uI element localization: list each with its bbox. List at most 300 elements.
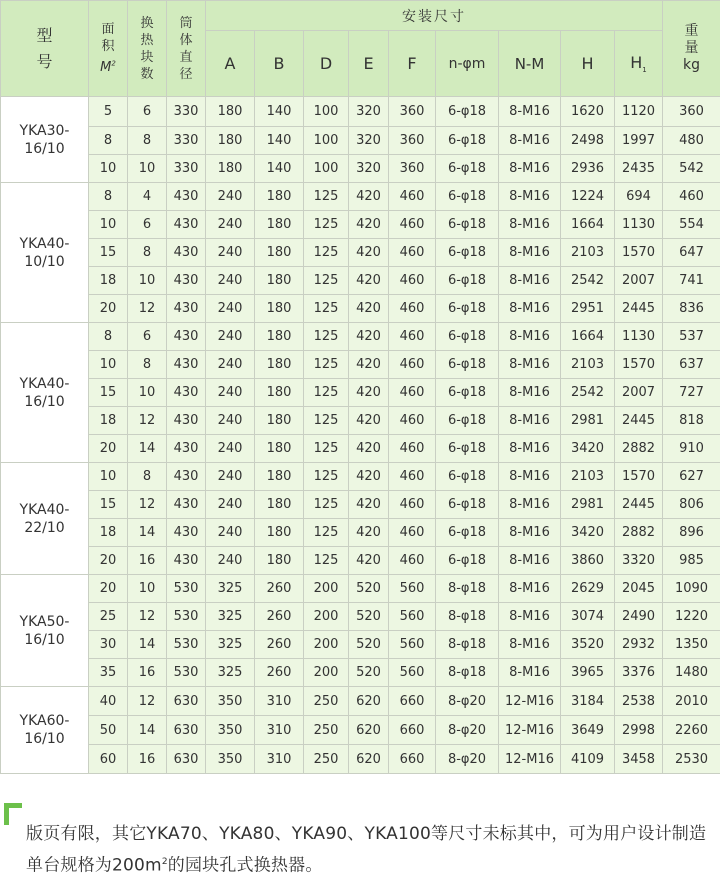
table-cell: 3074	[561, 603, 615, 631]
table-cell: 8-φ20	[436, 745, 499, 774]
table-row	[1, 211, 720, 239]
table-cell: 8-M16	[499, 155, 561, 183]
table-cell: 240	[206, 323, 255, 351]
table-cell: 6	[128, 97, 167, 127]
table-cell: 6-φ18	[436, 491, 499, 519]
table-cell: 420	[349, 211, 389, 239]
table-cell: 627	[663, 463, 720, 491]
table-cell: 8-M16	[499, 295, 561, 323]
table-cell: 1220	[663, 603, 720, 631]
table-cell: 8-M16	[499, 351, 561, 379]
table-cell: 180	[255, 295, 304, 323]
table-cell: 35	[89, 659, 128, 687]
table-cell: 6-φ18	[436, 351, 499, 379]
table-cell: 8-φ20	[436, 687, 499, 716]
table-cell: 6-φ18	[436, 211, 499, 239]
table-row	[1, 351, 720, 379]
table-cell: 460	[389, 267, 436, 295]
table-cell: 1664	[561, 211, 615, 239]
table-cell: 2260	[663, 716, 720, 745]
table-cell: 1570	[615, 239, 663, 267]
table-cell: 420	[349, 547, 389, 575]
table-cell: 180	[255, 519, 304, 547]
table-cell: 250	[304, 745, 349, 774]
table-cell: 430	[167, 239, 206, 267]
note-corner-mark	[4, 803, 24, 825]
table-cell: 2538	[615, 687, 663, 716]
header-area-label: 面 积	[101, 22, 115, 55]
table-cell: 2542	[561, 379, 615, 407]
table-cell: 5	[89, 97, 128, 127]
table-cell: 910	[663, 435, 720, 463]
table-row	[1, 659, 720, 687]
table-cell: 647	[663, 239, 720, 267]
table-cell: 6-φ18	[436, 155, 499, 183]
header-model-label: 型 号	[36, 25, 53, 71]
table-cell: 430	[167, 211, 206, 239]
table-cell: 460	[389, 379, 436, 407]
table-cell: 6-φ18	[436, 519, 499, 547]
header-col-f: F	[389, 31, 436, 97]
table-cell: 8	[128, 463, 167, 491]
table-cell: 660	[389, 687, 436, 716]
footnote: 版页有限，其它YKA70、YKA80、YKA90、YKA100等尺寸未标其中，可为用户设计制造单台规格为$200m^2$的园块孔式换热器。	[26, 824, 707, 876]
table-cell: 2045	[615, 575, 663, 603]
model-cell: YKA60- 16/10	[1, 687, 89, 774]
table-cell: 660	[389, 716, 436, 745]
table-cell: 8-M16	[499, 323, 561, 351]
table-cell: 985	[663, 547, 720, 575]
table-cell: 520	[349, 575, 389, 603]
table-cell: 325	[206, 575, 255, 603]
table-cell: 3520	[561, 631, 615, 659]
table-cell: 180	[255, 463, 304, 491]
header-diameter	[167, 1, 206, 97]
table-row	[1, 603, 720, 631]
table-cell: 360	[389, 127, 436, 155]
table-cell: 180	[255, 379, 304, 407]
table-cell: 10	[128, 379, 167, 407]
table-cell: 430	[167, 379, 206, 407]
table-cell: 6-φ18	[436, 407, 499, 435]
table-cell: 14	[128, 631, 167, 659]
table-cell: 460	[389, 463, 436, 491]
table-cell: 1130	[615, 211, 663, 239]
table-cell: 125	[304, 323, 349, 351]
table-row	[1, 547, 720, 575]
table-cell: 1120	[615, 97, 663, 127]
table-cell: 420	[349, 435, 389, 463]
table-cell: 18	[89, 519, 128, 547]
table-cell: 2007	[615, 379, 663, 407]
table-cell: 420	[349, 519, 389, 547]
table-cell: 560	[389, 659, 436, 687]
table-cell: 420	[349, 239, 389, 267]
table-cell: 360	[389, 155, 436, 183]
table-row	[1, 267, 720, 295]
table-row	[1, 463, 720, 491]
table-cell: 310	[255, 745, 304, 774]
table-cell: 100	[304, 127, 349, 155]
table-cell: 1570	[615, 463, 663, 491]
table-cell: 325	[206, 659, 255, 687]
table-cell: 3458	[615, 745, 663, 774]
table-cell: 200	[304, 603, 349, 631]
table-cell: 537	[663, 323, 720, 351]
table-cell: 430	[167, 267, 206, 295]
table-cell: 240	[206, 183, 255, 211]
table-cell: 250	[304, 687, 349, 716]
table-cell: 8-M16	[499, 491, 561, 519]
table-cell: 350	[206, 716, 255, 745]
table-cell: 180	[255, 491, 304, 519]
table-row	[1, 323, 720, 351]
table-cell: 420	[349, 491, 389, 519]
table-cell: 694	[615, 183, 663, 211]
table-cell: 460	[389, 491, 436, 519]
table-cell: 8-M16	[499, 631, 561, 659]
table-cell: 8	[89, 183, 128, 211]
header-col-h: H	[561, 31, 615, 97]
table-header	[1, 1, 720, 97]
table-cell: 125	[304, 407, 349, 435]
table-cell: 310	[255, 687, 304, 716]
table-cell: 2435	[615, 155, 663, 183]
table-cell: 2103	[561, 463, 615, 491]
table-cell: 30	[89, 631, 128, 659]
table-cell: 2998	[615, 716, 663, 745]
table-cell: 8	[128, 239, 167, 267]
table-cell: 320	[349, 127, 389, 155]
header-col-a: A	[206, 31, 255, 97]
header-area-unit: $M^2$	[100, 59, 116, 75]
table-cell: 6-φ18	[436, 295, 499, 323]
table-cell: 430	[167, 491, 206, 519]
table-cell: 542	[663, 155, 720, 183]
table-cell: 630	[167, 687, 206, 716]
table-cell: 180	[255, 239, 304, 267]
table-cell: 250	[304, 716, 349, 745]
table-cell: 180	[206, 155, 255, 183]
header-model	[1, 1, 89, 97]
table-cell: 330	[167, 97, 206, 127]
header-area	[89, 1, 128, 97]
table-cell: 1997	[615, 127, 663, 155]
table-cell: 8	[89, 127, 128, 155]
table-cell: 8-M16	[499, 239, 561, 267]
table-cell: 430	[167, 183, 206, 211]
table-cell: 3420	[561, 519, 615, 547]
table-cell: 240	[206, 463, 255, 491]
table-cell: 140	[255, 127, 304, 155]
table-cell: 3649	[561, 716, 615, 745]
table-cell: 2542	[561, 267, 615, 295]
table-cell: 530	[167, 631, 206, 659]
table-cell: 350	[206, 687, 255, 716]
table-cell: 1350	[663, 631, 720, 659]
model-cell: YKA30- 16/10	[1, 97, 89, 183]
table-row	[1, 379, 720, 407]
table-cell: 310	[255, 716, 304, 745]
table-cell: 12	[128, 295, 167, 323]
table-cell: 6-φ18	[436, 323, 499, 351]
table-row	[1, 491, 720, 519]
table-cell: 430	[167, 351, 206, 379]
table-row	[1, 716, 720, 745]
table-cell: 6-φ18	[436, 379, 499, 407]
table-cell: 8-M16	[499, 603, 561, 631]
table-cell: 8-M16	[499, 127, 561, 155]
header-col-h1: $H_1$	[615, 31, 663, 97]
table-cell: 460	[663, 183, 720, 211]
table-cell: 180	[255, 435, 304, 463]
table-cell: 240	[206, 407, 255, 435]
table-body	[1, 97, 720, 774]
table-cell: 180	[206, 127, 255, 155]
header-col-e: E	[349, 31, 389, 97]
table-cell: 420	[349, 295, 389, 323]
table-cell: 6-φ18	[436, 547, 499, 575]
table-cell: 520	[349, 631, 389, 659]
table-row	[1, 155, 720, 183]
table-cell: 15	[89, 239, 128, 267]
table-cell: 460	[389, 239, 436, 267]
table-cell: 12-M16	[499, 687, 561, 716]
table-cell: 1620	[561, 97, 615, 127]
table-cell: 741	[663, 267, 720, 295]
table-cell: 200	[304, 659, 349, 687]
table-cell: 460	[389, 211, 436, 239]
table-row	[1, 745, 720, 774]
table-cell: 125	[304, 463, 349, 491]
table-cell: 4109	[561, 745, 615, 774]
table-cell: 6	[128, 211, 167, 239]
table-cell: 125	[304, 295, 349, 323]
table-cell: 12	[128, 491, 167, 519]
table-cell: 16	[128, 745, 167, 774]
table-cell: 1090	[663, 575, 720, 603]
table-cell: 320	[349, 155, 389, 183]
table-cell: 2882	[615, 435, 663, 463]
table-cell: 896	[663, 519, 720, 547]
table-cell: 8	[89, 323, 128, 351]
model-cell: YKA40- 10/10	[1, 183, 89, 323]
table-cell: 2445	[615, 491, 663, 519]
table-cell: 806	[663, 491, 720, 519]
table-cell: 1480	[663, 659, 720, 687]
table-cell: 20	[89, 435, 128, 463]
table-cell: 430	[167, 323, 206, 351]
table-cell: 15	[89, 491, 128, 519]
table-cell: 125	[304, 547, 349, 575]
table-cell: 430	[167, 463, 206, 491]
table-row	[1, 127, 720, 155]
table-cell: 10	[89, 351, 128, 379]
header-col-bolt-holes: n-φm	[436, 31, 499, 97]
table-cell: 140	[255, 97, 304, 127]
table-cell: 40	[89, 687, 128, 716]
table-cell: 460	[389, 351, 436, 379]
table-cell: 420	[349, 323, 389, 351]
table-cell: 2103	[561, 351, 615, 379]
table-cell: 200	[304, 631, 349, 659]
table-cell: 12	[128, 407, 167, 435]
table-cell: 25	[89, 603, 128, 631]
table-cell: 2103	[561, 239, 615, 267]
header-weight-label: 重 量	[684, 23, 699, 56]
table-cell: 430	[167, 435, 206, 463]
table-cell: 8-M16	[499, 519, 561, 547]
table-cell: 10	[89, 211, 128, 239]
table-cell: 2445	[615, 407, 663, 435]
table-cell: 12-M16	[499, 745, 561, 774]
table-cell: 8	[128, 351, 167, 379]
table-cell: 3320	[615, 547, 663, 575]
table-cell: 240	[206, 267, 255, 295]
table-cell: 12-M16	[499, 716, 561, 745]
table-cell: 1224	[561, 183, 615, 211]
table-cell: 420	[349, 379, 389, 407]
table-cell: 6-φ18	[436, 267, 499, 295]
table-row	[1, 183, 720, 211]
table-cell: 6-φ18	[436, 239, 499, 267]
table-cell: 6-φ18	[436, 183, 499, 211]
table-cell: 836	[663, 295, 720, 323]
table-cell: 100	[304, 155, 349, 183]
table-cell: 240	[206, 379, 255, 407]
table-cell: 2010	[663, 687, 720, 716]
table-cell: 2498	[561, 127, 615, 155]
table-cell: 240	[206, 239, 255, 267]
table-cell: 560	[389, 603, 436, 631]
table-cell: 10	[128, 267, 167, 295]
table-cell: 3376	[615, 659, 663, 687]
table-cell: 125	[304, 379, 349, 407]
table-row	[1, 519, 720, 547]
table-cell: 240	[206, 435, 255, 463]
table-cell: 8-M16	[499, 379, 561, 407]
table-cell: 125	[304, 211, 349, 239]
table-cell: 20	[89, 547, 128, 575]
model-cell: YKA40- 22/10	[1, 463, 89, 575]
table-cell: 125	[304, 519, 349, 547]
table-cell: 2981	[561, 407, 615, 435]
table-cell: 727	[663, 379, 720, 407]
table-cell: 460	[389, 547, 436, 575]
table-cell: 6	[128, 323, 167, 351]
table-cell: 18	[89, 407, 128, 435]
table-cell: 460	[389, 519, 436, 547]
table-cell: 660	[389, 745, 436, 774]
table-cell: 8-φ18	[436, 659, 499, 687]
table-cell: 8-M16	[499, 407, 561, 435]
table-cell: 430	[167, 519, 206, 547]
table-cell: 420	[349, 407, 389, 435]
table-cell: 125	[304, 351, 349, 379]
table-cell: 2951	[561, 295, 615, 323]
table-cell: 554	[663, 211, 720, 239]
table-cell: 260	[255, 659, 304, 687]
table-cell: 620	[349, 745, 389, 774]
table-cell: 530	[167, 575, 206, 603]
table-cell: 50	[89, 716, 128, 745]
table-cell: 2932	[615, 631, 663, 659]
table-cell: 360	[663, 97, 720, 127]
table-cell: 6-φ18	[436, 435, 499, 463]
table-row	[1, 687, 720, 716]
table-cell: 260	[255, 575, 304, 603]
table-cell: 2981	[561, 491, 615, 519]
table-cell: 260	[255, 631, 304, 659]
table-cell: 260	[255, 603, 304, 631]
table-cell: 1664	[561, 323, 615, 351]
table-cell: 330	[167, 127, 206, 155]
table-cell: 10	[128, 155, 167, 183]
table-cell: 60	[89, 745, 128, 774]
table-cell: 240	[206, 351, 255, 379]
table-cell: 20	[89, 295, 128, 323]
header-plates	[128, 1, 167, 97]
table-cell: 520	[349, 659, 389, 687]
table-cell: 330	[167, 155, 206, 183]
table-cell: 240	[206, 519, 255, 547]
table-cell: 2936	[561, 155, 615, 183]
table-cell: 8-M16	[499, 435, 561, 463]
table-cell: 15	[89, 379, 128, 407]
table-cell: 1570	[615, 351, 663, 379]
table-cell: 6-φ18	[436, 127, 499, 155]
table-cell: 637	[663, 351, 720, 379]
table-cell: 6-φ18	[436, 97, 499, 127]
table-cell: 620	[349, 716, 389, 745]
table-cell: 320	[349, 97, 389, 127]
table-cell: 8-M16	[499, 659, 561, 687]
table-cell: 125	[304, 183, 349, 211]
table-row	[1, 407, 720, 435]
table-cell: 10	[89, 155, 128, 183]
table-cell: 3860	[561, 547, 615, 575]
table-cell: 8-φ20	[436, 716, 499, 745]
table-cell: 2629	[561, 575, 615, 603]
table-cell: 818	[663, 407, 720, 435]
table-row	[1, 631, 720, 659]
table-cell: 240	[206, 295, 255, 323]
table-cell: 460	[389, 407, 436, 435]
table-cell: 12	[128, 603, 167, 631]
table-cell: 100	[304, 97, 349, 127]
table-cell: 240	[206, 211, 255, 239]
table-cell: 180	[255, 267, 304, 295]
table-cell: 125	[304, 267, 349, 295]
table-cell: 630	[167, 745, 206, 774]
table-cell: 4	[128, 183, 167, 211]
table-cell: 420	[349, 183, 389, 211]
table-cell: 520	[349, 603, 389, 631]
table-cell: 14	[128, 435, 167, 463]
table-cell: 10	[128, 575, 167, 603]
table-cell: 180	[255, 351, 304, 379]
model-cell: YKA40- 16/10	[1, 323, 89, 463]
table-cell: 460	[389, 435, 436, 463]
table-cell: 325	[206, 603, 255, 631]
header-col-bolts: N-M	[499, 31, 561, 97]
table-cell: 8-M16	[499, 463, 561, 491]
table-cell: 530	[167, 659, 206, 687]
table-cell: 630	[167, 716, 206, 745]
table-cell: 16	[128, 659, 167, 687]
table-cell: 180	[255, 211, 304, 239]
header-plates-label: 换 热 块 数	[140, 15, 154, 82]
